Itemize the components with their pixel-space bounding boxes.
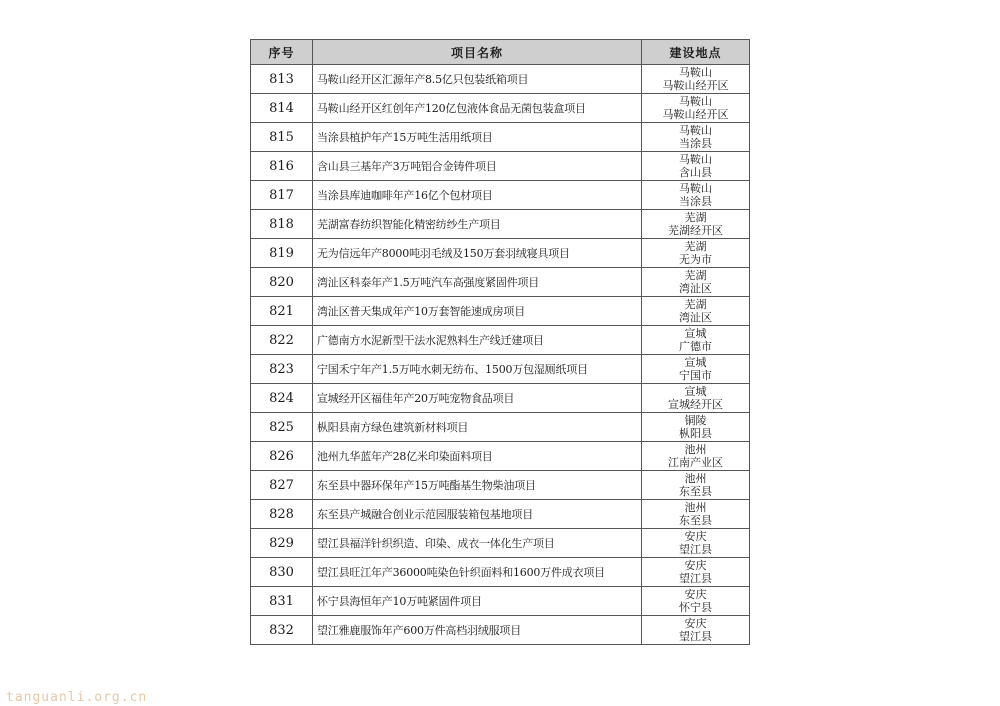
project-name-cell: 马鞍山经开区红创年产120亿包液体食品无菌包装盒项目 [313, 94, 642, 123]
project-name-cell: 怀宁县海恒年产10万吨紧固件项目 [313, 587, 642, 616]
location-cell [642, 297, 750, 326]
table-header [251, 40, 750, 65]
project-name-cell: 望江县旺江年产36000吨染色针织面料和1600万件成衣项目 [313, 558, 642, 587]
serial-number-cell: 828 [251, 500, 313, 529]
location-cell [642, 123, 750, 152]
location-district: 宣城经开区 [668, 398, 723, 411]
location-district: 东至县 [679, 485, 712, 498]
table-row [251, 326, 750, 355]
project-name-cell: 无为信远年产8000吨羽毛绒及150万套羽绒寝具项目 [313, 239, 642, 268]
serial-number-cell: 824 [251, 384, 313, 413]
location-city: 马鞍山 [679, 124, 712, 137]
location-cell [642, 152, 750, 181]
location-city: 安庆 [684, 617, 707, 630]
location-city: 安庆 [684, 559, 707, 572]
location-city: 安庆 [684, 530, 707, 543]
location-district: 望江县 [679, 630, 712, 643]
location-cell [642, 94, 750, 123]
table-row [251, 587, 750, 616]
header-location: 建设地点 [642, 40, 750, 65]
location-district: 湾沚区 [679, 282, 712, 295]
location-cell [642, 268, 750, 297]
project-name-cell: 池州九华蓝年产28亿米印染面料项目 [313, 442, 642, 471]
project-name-cell: 广德南方水泥新型干法水泥熟料生产线迁建项目 [313, 326, 642, 355]
location-cell [642, 326, 750, 355]
table-row [251, 152, 750, 181]
serial-number-cell: 827 [251, 471, 313, 500]
project-name-cell: 马鞍山经开区汇源年产8.5亿只包装纸箱项目 [313, 65, 642, 94]
table-row [251, 123, 750, 152]
serial-number-cell: 813 [251, 65, 313, 94]
location-district: 宁国市 [679, 369, 712, 382]
location-district: 江南产业区 [668, 456, 723, 469]
project-name-cell: 含山县三基年产3万吨铝合金铸件项目 [313, 152, 642, 181]
table-row [251, 268, 750, 297]
serial-number-cell: 820 [251, 268, 313, 297]
location-city: 马鞍山 [679, 66, 712, 79]
location-cell [642, 500, 750, 529]
location-cell [642, 413, 750, 442]
location-city: 宣城 [684, 385, 707, 398]
location-city: 芜湖 [684, 298, 707, 311]
location-cell [642, 616, 750, 645]
table-row [251, 210, 750, 239]
serial-number-cell: 825 [251, 413, 313, 442]
project-name-cell: 东至县中器环保年产15万吨酯基生物柴油项目 [313, 471, 642, 500]
serial-number-cell: 829 [251, 529, 313, 558]
project-name-cell: 宁国禾宁年产1.5万吨水刺无纺布、1500万包湿厕纸项目 [313, 355, 642, 384]
location-district: 望江县 [679, 572, 712, 585]
serial-number-cell: 818 [251, 210, 313, 239]
location-city: 池州 [684, 472, 707, 485]
location-district: 当涂县 [679, 195, 712, 208]
serial-number-cell: 832 [251, 616, 313, 645]
serial-number-cell: 830 [251, 558, 313, 587]
location-city: 铜陵 [684, 414, 707, 427]
serial-number-cell: 823 [251, 355, 313, 384]
location-city: 马鞍山 [679, 153, 712, 166]
table-row [251, 94, 750, 123]
location-district: 无为市 [679, 253, 712, 266]
location-city: 芜湖 [684, 211, 707, 224]
location-district: 湾沚区 [679, 311, 712, 324]
header-row [251, 40, 750, 65]
project-name-cell: 芜湖富春纺织智能化精密纺纱生产项目 [313, 210, 642, 239]
location-city: 芜湖 [684, 240, 707, 253]
project-table [250, 39, 750, 645]
serial-number-cell: 826 [251, 442, 313, 471]
location-cell [642, 210, 750, 239]
location-city: 安庆 [684, 588, 707, 601]
header-project-name: 项目名称 [313, 40, 642, 65]
project-name-cell: 宣城经开区福佳年产20万吨宠物食品项目 [313, 384, 642, 413]
table-row [251, 384, 750, 413]
location-district: 东至县 [679, 514, 712, 527]
location-district: 芜湖经开区 [668, 224, 723, 237]
table-row [251, 616, 750, 645]
table-row [251, 529, 750, 558]
location-cell [642, 442, 750, 471]
serial-number-cell: 817 [251, 181, 313, 210]
table-row [251, 355, 750, 384]
location-city: 马鞍山 [679, 95, 712, 108]
serial-number-cell: 831 [251, 587, 313, 616]
serial-number-cell: 814 [251, 94, 313, 123]
table-row [251, 65, 750, 94]
table-row [251, 239, 750, 268]
table-row [251, 500, 750, 529]
table-row [251, 442, 750, 471]
project-name-cell: 东至县产城融合创业示范园服装箱包基地项目 [313, 500, 642, 529]
project-name-cell: 当涂县植护年产15万吨生活用纸项目 [313, 123, 642, 152]
table-row [251, 471, 750, 500]
serial-number-cell: 821 [251, 297, 313, 326]
project-name-cell: 望江县福洋针织织造、印染、成衣一体化生产项目 [313, 529, 642, 558]
location-district: 当涂县 [679, 137, 712, 150]
project-name-cell: 湾沚区科泰年产1.5万吨汽车高强度紧固件项目 [313, 268, 642, 297]
location-city: 宣城 [684, 327, 707, 340]
serial-number-cell: 819 [251, 239, 313, 268]
location-cell [642, 529, 750, 558]
location-cell [642, 471, 750, 500]
table-row [251, 181, 750, 210]
location-city: 马鞍山 [679, 182, 712, 195]
project-name-cell: 枞阳县南方绿色建筑新材料项目 [313, 413, 642, 442]
location-cell [642, 65, 750, 94]
serial-number-cell: 822 [251, 326, 313, 355]
location-city: 池州 [684, 443, 707, 456]
location-cell [642, 384, 750, 413]
table-row [251, 558, 750, 587]
location-district: 望江县 [679, 543, 712, 556]
location-city: 芜湖 [684, 269, 707, 282]
location-district: 枞阳县 [679, 427, 712, 440]
watermark: tanguanli.org.cn [6, 690, 148, 705]
project-name-cell: 望江雅鹿服饰年产600万件高档羽绒服项目 [313, 616, 642, 645]
location-cell [642, 587, 750, 616]
location-cell [642, 181, 750, 210]
table-row [251, 297, 750, 326]
project-name-cell: 湾沚区普天集成年产10万套智能速成房项目 [313, 297, 642, 326]
location-district: 怀宁县 [679, 601, 712, 614]
location-district: 马鞍山经开区 [662, 79, 729, 92]
location-city: 池州 [684, 501, 707, 514]
location-district: 广德市 [679, 340, 712, 353]
location-district: 马鞍山经开区 [662, 108, 729, 121]
project-name-cell: 当涂县库迪咖啡年产16亿个包材项目 [313, 181, 642, 210]
serial-number-cell: 816 [251, 152, 313, 181]
serial-number-cell: 815 [251, 123, 313, 152]
table-row [251, 413, 750, 442]
header-serial-number: 序号 [251, 40, 313, 65]
location-cell [642, 239, 750, 268]
location-cell [642, 355, 750, 384]
location-city: 宣城 [684, 356, 707, 369]
location-cell [642, 558, 750, 587]
location-district: 含山县 [679, 166, 712, 179]
table-body [251, 65, 750, 645]
